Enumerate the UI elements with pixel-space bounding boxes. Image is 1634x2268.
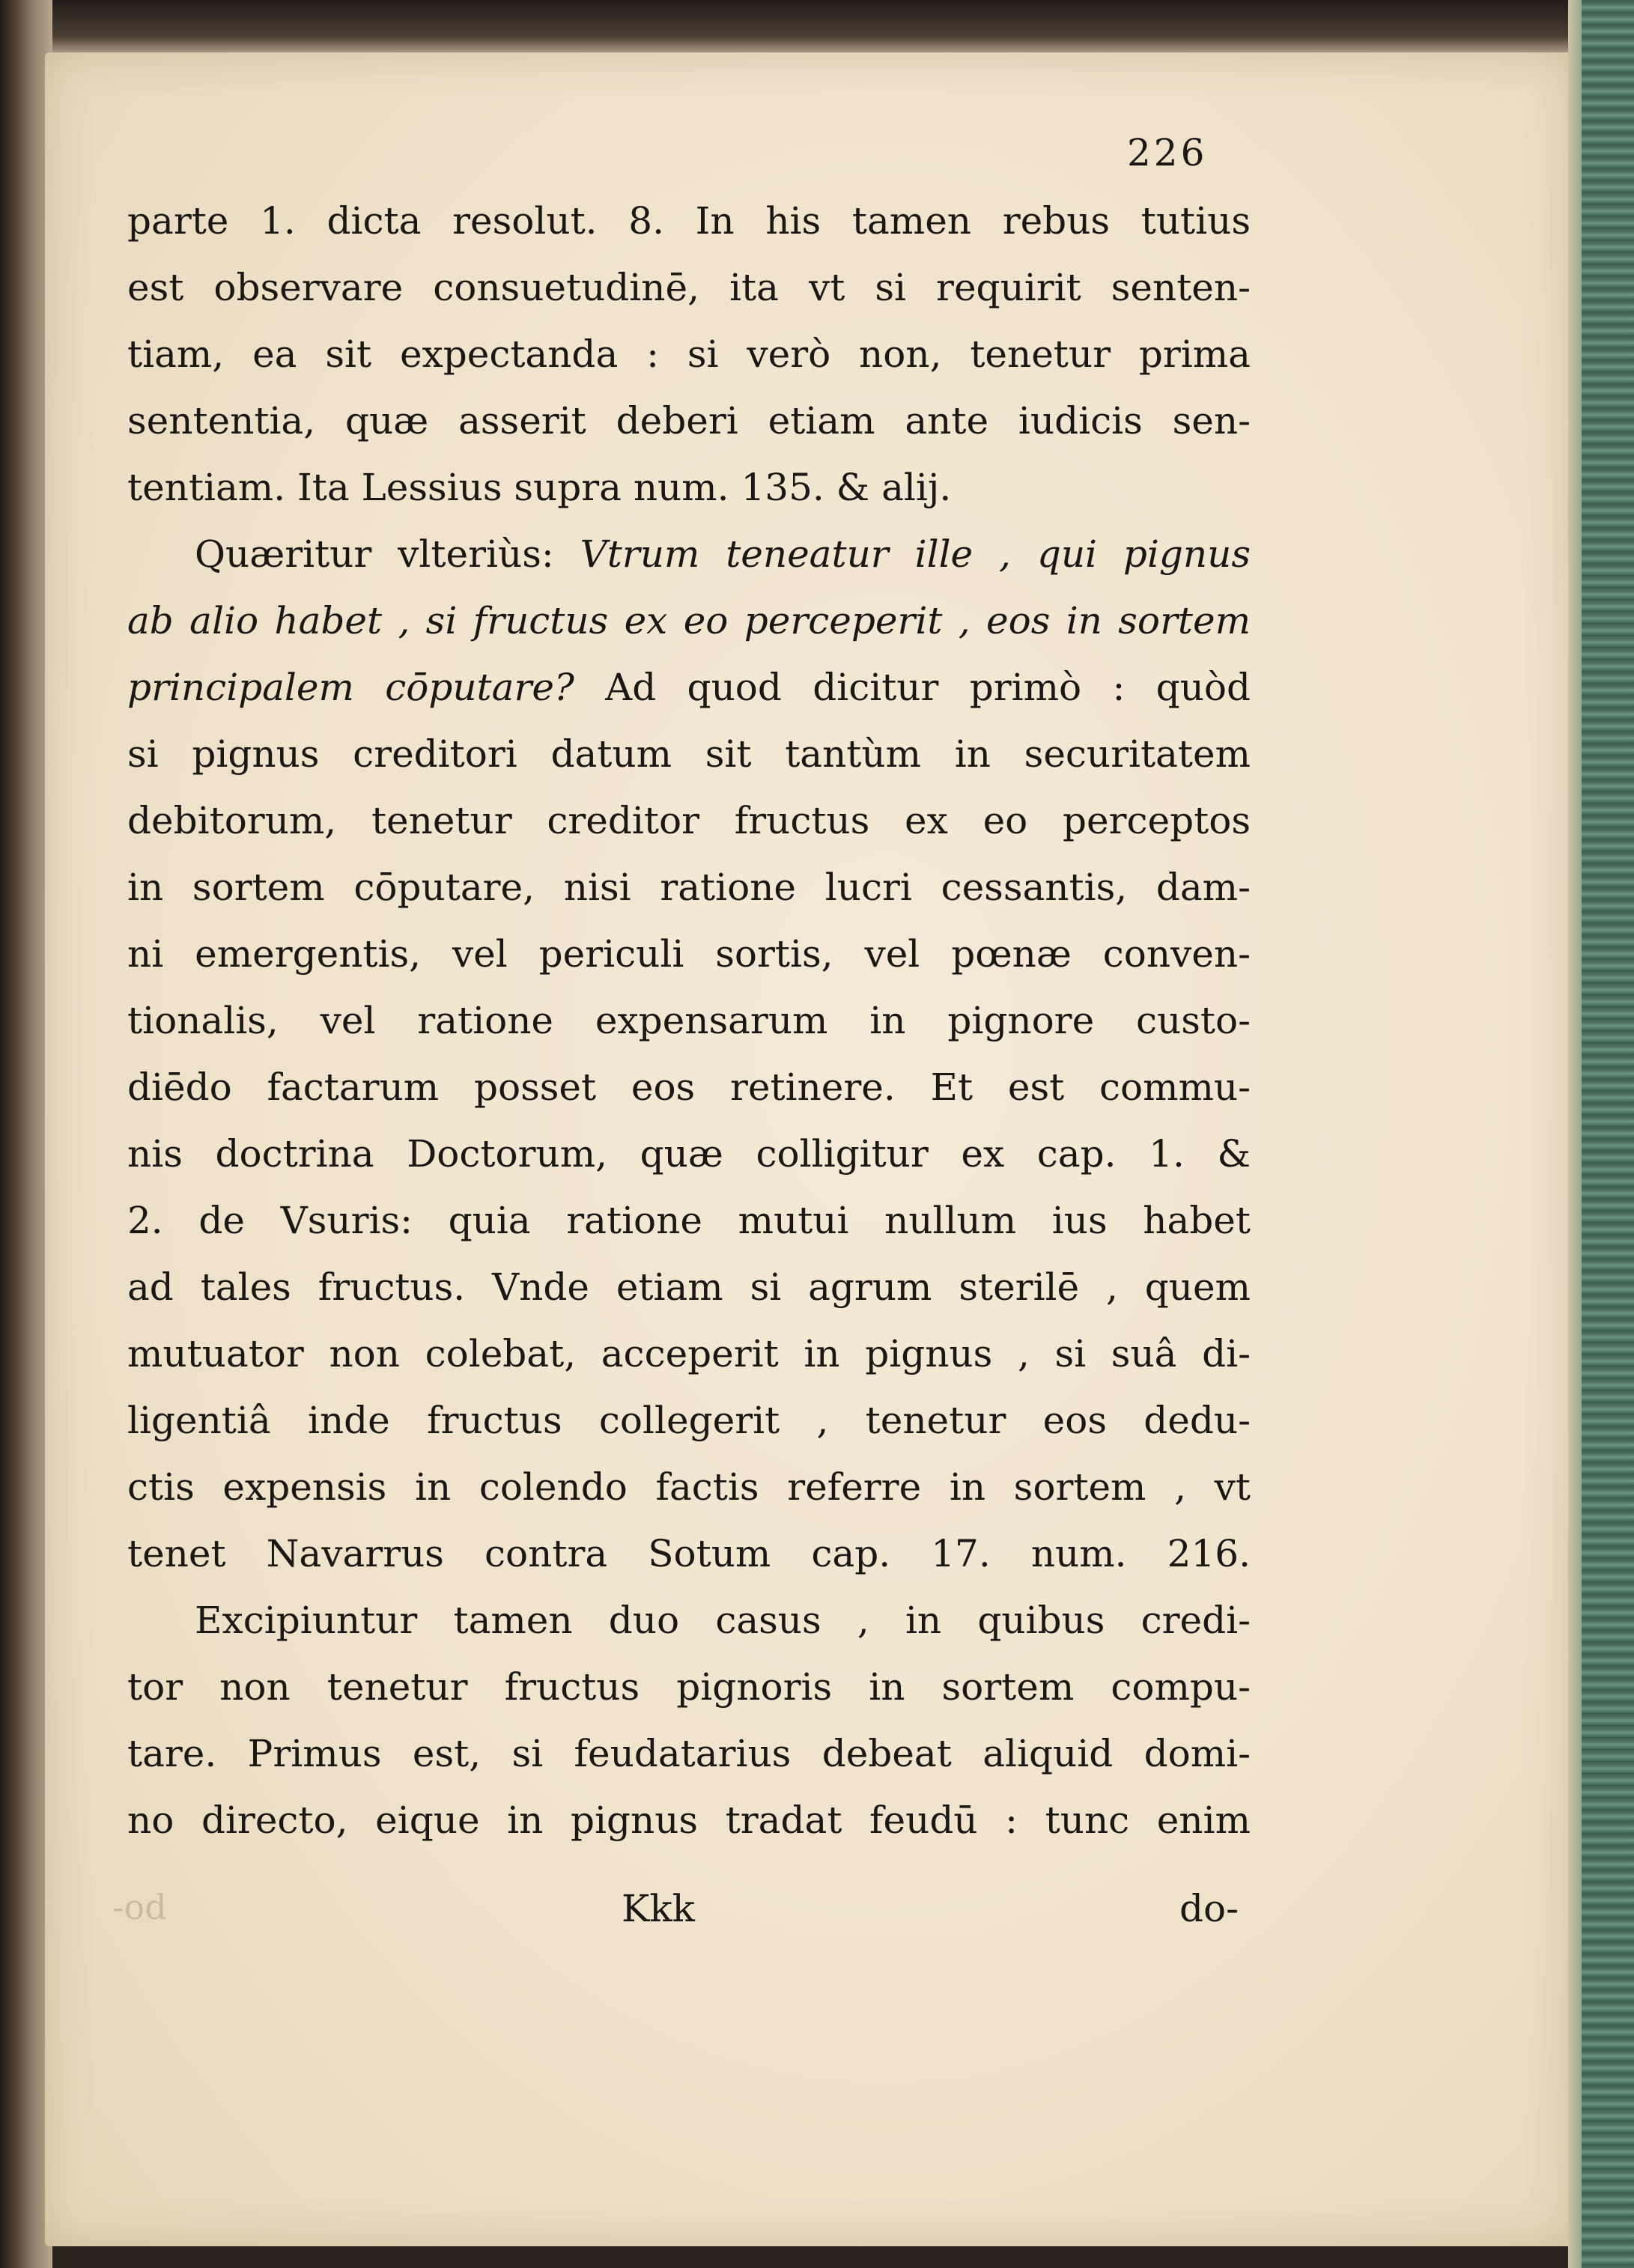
text-line: parte 1. dicta resolut. 8. In his tamen rebus tutius — [127, 199, 1251, 243]
text-line: diēdo factarum posset eos retinere. Et est commu- — [127, 1065, 1251, 1109]
text-line: tor non tenetur fructus pignoris in sortem compu- — [127, 1665, 1251, 1709]
text-run: principalem cōputare? — [127, 666, 606, 709]
text-line: 2. de Vsuris: quia ratione mutui nullum ius habet — [127, 1199, 1251, 1242]
catchword: do- — [1179, 1887, 1239, 1930]
text-line: tionalis, vel ratione expensarum in pignore custo- — [127, 999, 1251, 1042]
page-edge — [1568, 0, 1582, 2268]
text-run: Ad quod dicitur primò : quòd — [605, 666, 1251, 709]
text-line: tentiam. Ita Lessius supra num. 135. & alij. — [127, 466, 952, 509]
text-line: sententia, quæ asserit deberi etiam ante iudicis sen- — [127, 399, 1251, 443]
text-line: ctis expensis in colendo factis referre in sortem , vt — [127, 1465, 1251, 1509]
text-line: ad tales fructus. Vnde etiam si agrum sterilē , quem — [127, 1265, 1251, 1309]
text-line: in sortem cōputare, nisi ratione lucri cessantis, dam- — [127, 866, 1251, 909]
text-line: est observare consuetudinē, ita vt si requirit senten- — [127, 266, 1251, 309]
book-top-shadow — [45, 0, 1573, 60]
text-line: ni emergentis, vel periculi sortis, vel pœnæ conven- — [127, 932, 1251, 976]
bleed-through-text: -od — [112, 1887, 167, 1927]
text-line: debitorum, tenetur creditor fructus ex eo perceptos — [127, 799, 1251, 842]
text-line: tare. Primus est, si feudatarius debeat aliquid domi- — [127, 1732, 1251, 1775]
text-line — [127, 657, 1251, 717]
text-line — [127, 524, 1251, 584]
text-line: ab alio habet , si fructus ex eo perceperit , eos in sortem — [127, 599, 1251, 642]
text-line: Excipiuntur tamen duo casus , in quibus credi- — [195, 1599, 1251, 1642]
text-line: ligentiâ inde fructus collegerit , tenetur eos dedu- — [127, 1399, 1251, 1442]
text-line: si pignus creditori datum sit tantùm in securitatem — [127, 732, 1251, 776]
text-run: Vtrum teneatur ille , qui pignus — [580, 532, 1251, 576]
text-line: nis doctrina Doctorum, quæ colligitur ex cap. 1. & — [127, 1132, 1251, 1176]
text-line: tiam, ea sit expectanda : si verò non, tenetur prima — [127, 332, 1251, 376]
text-run: Quæritur vlteriùs: — [195, 532, 580, 576]
book-fore-edge — [1582, 0, 1634, 2268]
text-line: tenet Navarrus contra Sotum cap. 17. num. 216. — [127, 1532, 1251, 1575]
page-number: 226 — [1127, 131, 1208, 174]
text-line: mutuator non colebat, acceperit in pignus , si suâ di- — [127, 1332, 1251, 1375]
text-line: no directo, eique in pignus tradat feudū : tunc enim — [127, 1799, 1251, 1842]
signature-mark: Kkk — [622, 1887, 695, 1930]
